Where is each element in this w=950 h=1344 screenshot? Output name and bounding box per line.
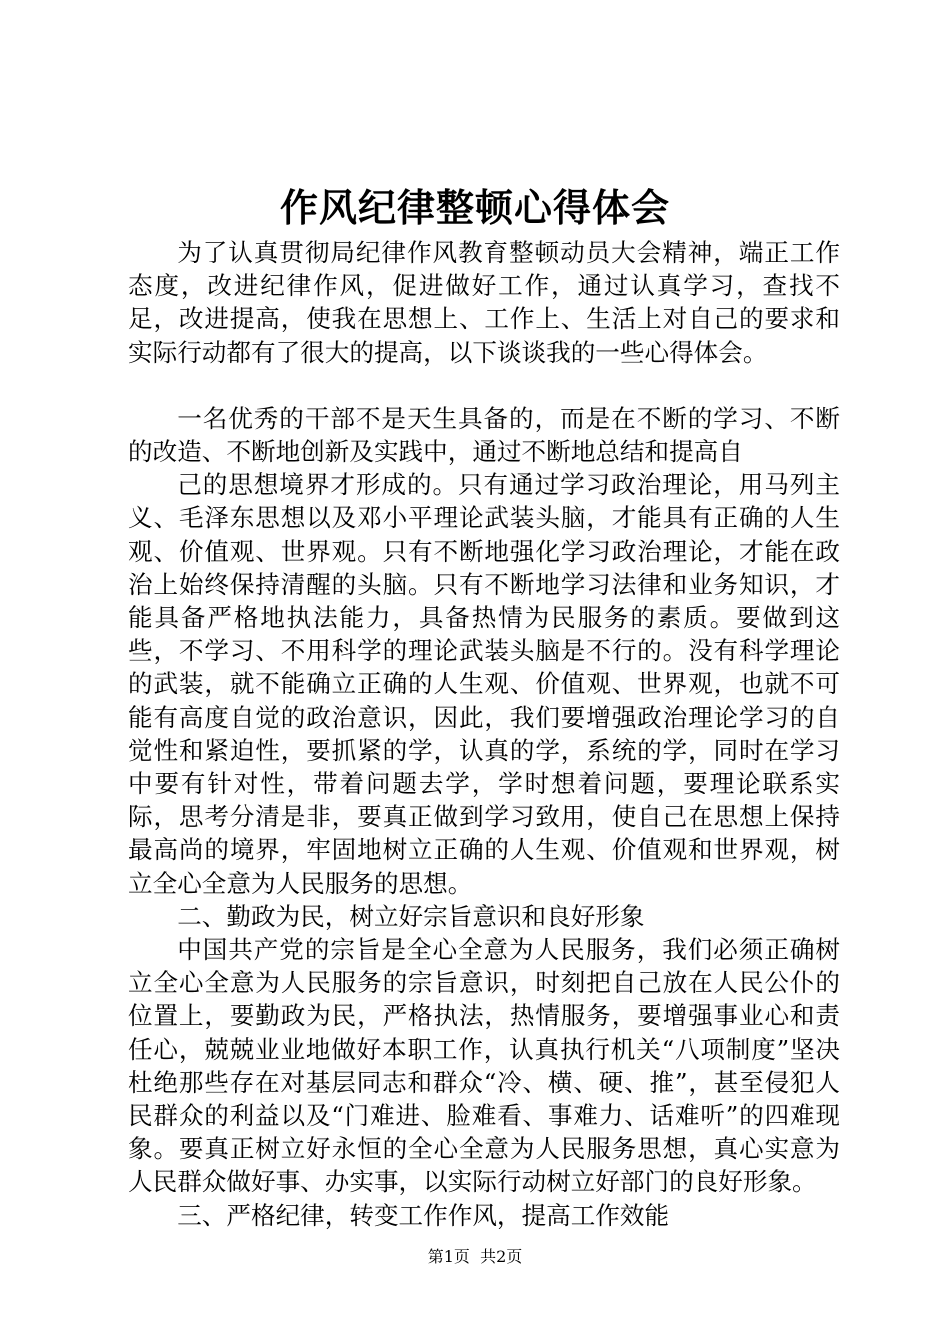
document-body: [128, 236, 840, 1232]
paragraph-cadre: 一名优秀的干部不是天生具备的，而是在不断的学习、不断的改造、不断地创新及实践中，通过不断地总结和提高自: [128, 403, 840, 467]
paragraph-intro: 为了认真贯彻局纪律作风教育整顿动员大会精神，端正工作态度，改进纪律作风，促进做好工作，通过认真学习，查找不足，改进提高，使我在思想上、工作上、生活上对自己的要求和实际行动都有了很大的提高，以下谈谈我的一些心得体会。: [128, 238, 840, 367]
paragraph-theory: 己的思想境界才形成的。只有通过学习政治理论，用马列主义、毛泽东思想以及邓小平理论武装头脑，才能具有正确的人生观、价值观、世界观。只有不断地强化学习政治理论，才能在政治上始终保持清醒的头脑。只有不断地学习法律和业务知识，才能具备严格地执法能力，具备热情为民服务的素质。要做到这些，不学习、不用科学的理论武装头脑是不行的。没有科学理论的武装，就不能确立正确的人生观、价值观、世界观，也就不可能有高度自觉的政治意识，因此，我们要增强政治理论学习的自觉性和紧迫性，要抓紧的学，认真的学，系统的学，同时在学习中要有针对性，带着问题去学，学时想着问题，要理论联系实际，思考分清是非，要真正做到学习致用，使自己在思想上保持最高尚的境界，牢固地树立正确的人生观、价值观和世界观，树立全心全意为人民服务的思想。: [128, 470, 840, 898]
page-footer: [0, 1245, 950, 1269]
paragraph-spacer: [128, 369, 840, 402]
document-title: 作风纪律整顿心得体会: [279, 185, 670, 230]
section-heading-3: 三、严格纪律，转变工作作风，提高工作效能: [177, 1200, 670, 1230]
paragraph-service: 中国共产党的宗旨是全心全意为人民服务，我们必须正确树立全心全意为人民服务的宗旨意识，时刻把自己放在人民公仆的位置上，要勤政为民，严格执法，热情服务，要增强事业心和责任心，兢兢业业地做好本职工作，认真执行机关“八项制度”坚决杜绝那些存在对基层同志和群众“冷、横、硬、推”，甚至侵犯人民群众的利益以及“门难进、脸难看、事难力、话难听”的四难现象。要真正树立好永恒的全心全意为人民服务思想，真心实意为人民群众做好事、办实事，以实际行动树立好部门的良好形象。: [128, 935, 840, 1197]
page-number: 第1页 共2页: [427, 1247, 523, 1266]
section-heading-2: 二、勤政为民，树立好宗旨意识和良好形象: [177, 901, 645, 931]
